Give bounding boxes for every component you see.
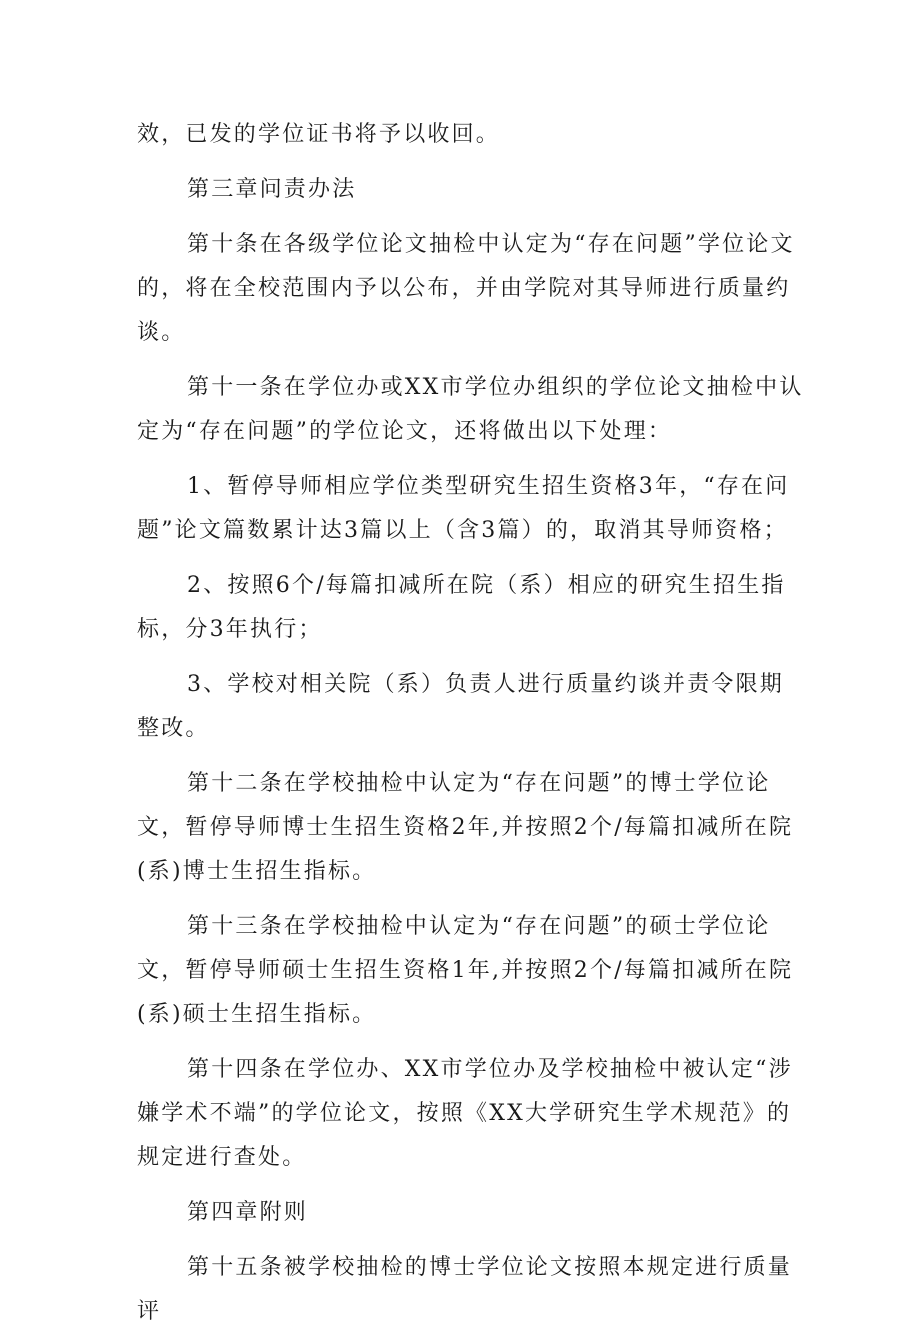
article-13: 第十三条在学校抽检中认定为“存在问题”的硕士学位论文，暂停导师硕士生招生资格1年,并按照2个/每篇扣减所在院(系)硕士生招生指标。 bbox=[137, 914, 794, 1027]
document-body bbox=[137, 113, 807, 1334]
article-11-item-2: 2、按照6个/每篇扣减所在院（系）相应的研究生招生指标，分3年执行； bbox=[137, 573, 786, 642]
chapter-heading-4: 第四章附则 bbox=[187, 1200, 309, 1225]
article-15: 第十五条被学校抽检的博士学位论文按照本规定进行质量评 bbox=[137, 1255, 793, 1324]
article-11-item-1: 1、暂停导师相应学位类型研究生招生资格3年，“存在问题”论文篇数累计达3篇以上（含3篇）的，取消其导师资格； bbox=[137, 474, 790, 543]
article-10: 第十条在各级学位论文抽检中认定为“存在问题”学位论文的，将在全校范围内予以公布，并由学院对其导师进行质量约谈。 bbox=[137, 232, 795, 345]
article-11-item-3: 3、学校对相关院（系）负责人进行质量约谈并责令限期整改。 bbox=[137, 672, 784, 741]
article-14: 第十四条在学位办、XX市学位办及学校抽检中被认定“涉嫌学术不端”的学位论文，按照《XX大学研究生学术规范》的规定进行查处。 bbox=[137, 1057, 793, 1170]
article-12: 第十二条在学校抽检中认定为“存在问题”的博士学位论文，暂停导师博士生招生资格2年,并按照2个/每篇扣减所在院(系)博士生招生指标。 bbox=[137, 771, 794, 884]
chapter-heading-3: 第三章问责办法 bbox=[187, 177, 357, 202]
article-11: 第十一条在学位办或XX市学位办组织的学位论文抽检中认定为“存在问题”的学位论文，还将做出以下处理： bbox=[137, 375, 804, 444]
paragraph-continuation: 效，已发的学位证书将予以收回。 bbox=[137, 122, 501, 147]
